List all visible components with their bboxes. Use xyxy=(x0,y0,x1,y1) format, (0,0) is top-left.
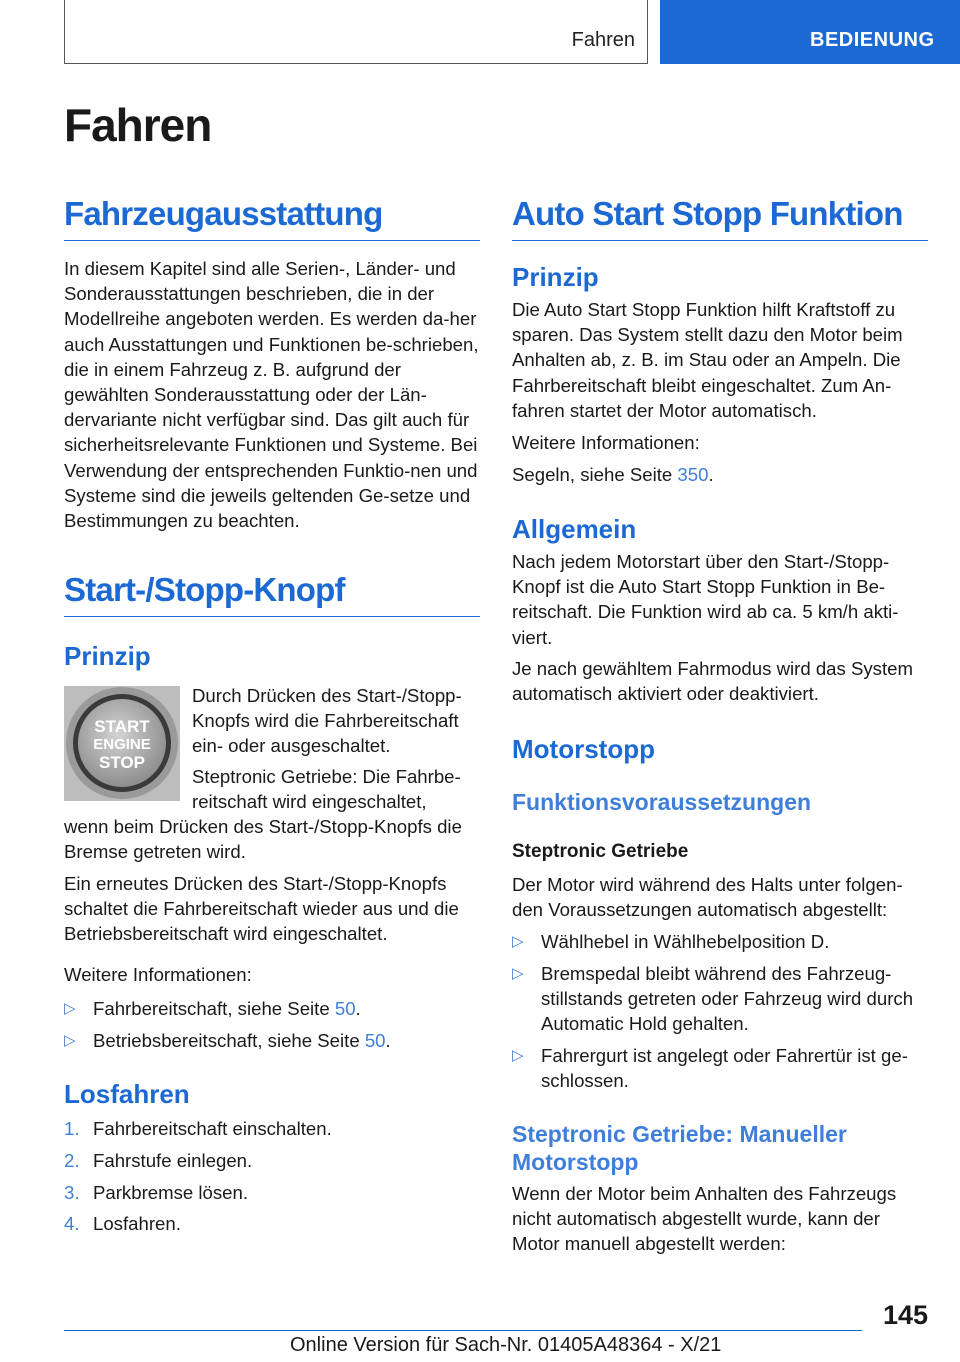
page-title: Fahren xyxy=(64,99,212,151)
segeln-reference: Segeln, siehe Seite 350. xyxy=(512,464,714,485)
auto-weitere-label: Weitere Informationen: xyxy=(512,432,700,453)
bullet-triangle-icon: ▷ xyxy=(512,1047,524,1064)
steps-list xyxy=(64,1116,480,1243)
page-link-fahrbereitschaft[interactable]: 50 xyxy=(334,998,356,1019)
section-title-fahrzeugausstattung: Fahrzeugausstattung xyxy=(64,194,480,241)
button-label-start: START xyxy=(94,717,150,736)
start-stop-button-image xyxy=(64,686,180,801)
list-item: ▷ Fahrergurt ist angelegt oder Fahrertür ist ge-schlossen. xyxy=(512,1045,908,1092)
allgemein-paragraph-2: Je nach gewähltem Fahrmodus wird das System automatisch aktiviert oder deaktiviert. xyxy=(512,658,913,705)
header-section: BEDIENUNG xyxy=(810,29,935,51)
bullet-triangle-icon: ▷ xyxy=(512,933,524,950)
allgemein-paragraph-1: Nach jedem Motorstart über den Start-/Stopp-Knopf ist die Auto Start Stopp Funktion in Be-reitschaft. Die Funktion wird ab ca. 5 km/h akti-viert. xyxy=(512,551,899,648)
weitere-informationen-label: Weitere Informationen: xyxy=(64,964,252,985)
steptronic-body: Der Motor wird während des Halts unter folgen-den Voraussetzungen automatisch abgestellt: xyxy=(512,874,903,921)
manual-motorstopp-body: Wenn der Motor beim Anhalten des Fahrzeugs nicht automatisch abgestellt wurde, kann der Motor manuell abgestellt werden: xyxy=(512,1183,897,1255)
reference-list xyxy=(64,996,480,1060)
prinzip-paragraph-2a: Steptronic Getriebe: Die Fahrbe-reitschaft wird eingeschaltet, xyxy=(192,766,461,813)
bullet-triangle-icon: ▷ xyxy=(64,1031,76,1049)
footer-online-version: Online Version für Sach-Nr. 01405A48364 - X/21 xyxy=(290,1334,722,1356)
header-chapter-box xyxy=(64,0,648,64)
fahrzeugausstattung-body: In diesem Kapitel sind alle Serien-, Länder- und Sonderausstattungen beschrieben, die in der Modellreihe angeboten werden. Es werden da-her auch Ausstattungen und Funktionen be-schrieben, die in einem Fahrzeug z. B. aufgrund der gewählten Sonderausstattung oder der Län-dervariante nicht verfügbar sind. Das gilt auch für sicherheitsrelevante Funktionen und Systeme. Bei Verwendung der entsprechenden Funktio-nen und Systeme sind die jeweils geltenden Ge-setze und Bestimmungen zu beachten. xyxy=(64,258,479,532)
button-label-engine: ENGINE xyxy=(93,736,151,753)
start-stop-button-icon xyxy=(64,686,180,801)
auto-prinzip-body: Die Auto Start Stopp Funktion hilft Kraftstoff zu sparen. Das System stellt dazu den Motor beim Anhalten ab, z. B. im Stau oder an Ampeln. Die Fahrbereitschaft bleibt eingeschaltet. Zum An-fahren startet der Motor automatisch. xyxy=(512,299,903,421)
list-item: ▷ Fahrbereitschaft, siehe Seite 50. xyxy=(64,996,480,1021)
prinzip-paragraph-1: Durch Drücken des Start-/Stopp-Knopfs wird die Fahrbereitschaft ein- oder ausgeschaltet. xyxy=(192,685,462,757)
subsection-title-losfahren: Losfahren xyxy=(64,1079,190,1109)
subsection-title-prinzip: Prinzip xyxy=(64,641,151,671)
header-chapter: Fahren xyxy=(571,29,635,51)
footer-divider xyxy=(64,1330,862,1331)
section-title-start-stopp-knopf: Start-/Stopp-Knopf xyxy=(64,570,480,617)
bullet-triangle-icon: ▷ xyxy=(64,1000,76,1017)
step-number: 1. xyxy=(64,1118,80,1139)
list-item: 4. Losfahren. xyxy=(64,1211,480,1236)
header-section-tab xyxy=(660,0,960,64)
section-title-auto-start-stopp: Auto Start Stopp Funktion xyxy=(512,194,928,241)
conditions-list xyxy=(512,929,928,1100)
subsection-title-motorstopp: Motorstopp xyxy=(512,734,655,764)
list-item: ▷ Bremspedal bleibt während des Fahrzeug-stillstands getreten oder Fahrzeug wird durch Automatic Hold gehalten. xyxy=(512,962,914,1035)
list-item: ▷ Wählhebel in Wählhebelposition D. xyxy=(512,929,928,954)
subsection-title-prinzip-right: Prinzip xyxy=(512,262,599,292)
page-number: 145 xyxy=(882,1300,928,1330)
list-item: 1. Fahrbereitschaft einschalten. xyxy=(64,1116,480,1141)
page-link-betriebsbereitschaft[interactable]: 50 xyxy=(364,1029,386,1051)
step-number: 3. xyxy=(64,1181,80,1203)
heading-steptronic-getriebe: Steptronic Getriebe xyxy=(512,841,689,862)
subsection-title-manueller-motorstopp: Steptronic Getriebe: Manueller Motorstopp xyxy=(512,1121,847,1175)
list-item: ▷ Betriebsbereitschaft, siehe Seite 50. xyxy=(64,1028,480,1053)
bullet-triangle-icon: ▷ xyxy=(512,964,524,982)
step-number: 4. xyxy=(64,1213,80,1235)
button-label-stop: STOP xyxy=(99,753,145,772)
subsection-title-funktionsvoraussetzungen: Funktionsvoraussetzungen xyxy=(512,789,812,815)
list-item: 2. Fahrstufe einlegen. xyxy=(64,1148,480,1173)
page-link-segeln[interactable]: 350 xyxy=(677,464,709,485)
prinzip-paragraph-2b: wenn beim Drücken des Start-/Stopp-Knopfs die Bremse getreten wird. xyxy=(64,816,462,863)
prinzip-paragraph-3: Ein erneutes Drücken des Start-/Stopp-Knopfs schaltet die Fahrbereitschaft wieder aus und die Betriebsbereitschaft wird eingeschaltet. xyxy=(64,873,459,945)
list-item: 3. Parkbremse lösen. xyxy=(64,1180,480,1205)
subsection-title-allgemein: Allgemein xyxy=(512,514,637,544)
step-number: 2. xyxy=(64,1149,80,1171)
